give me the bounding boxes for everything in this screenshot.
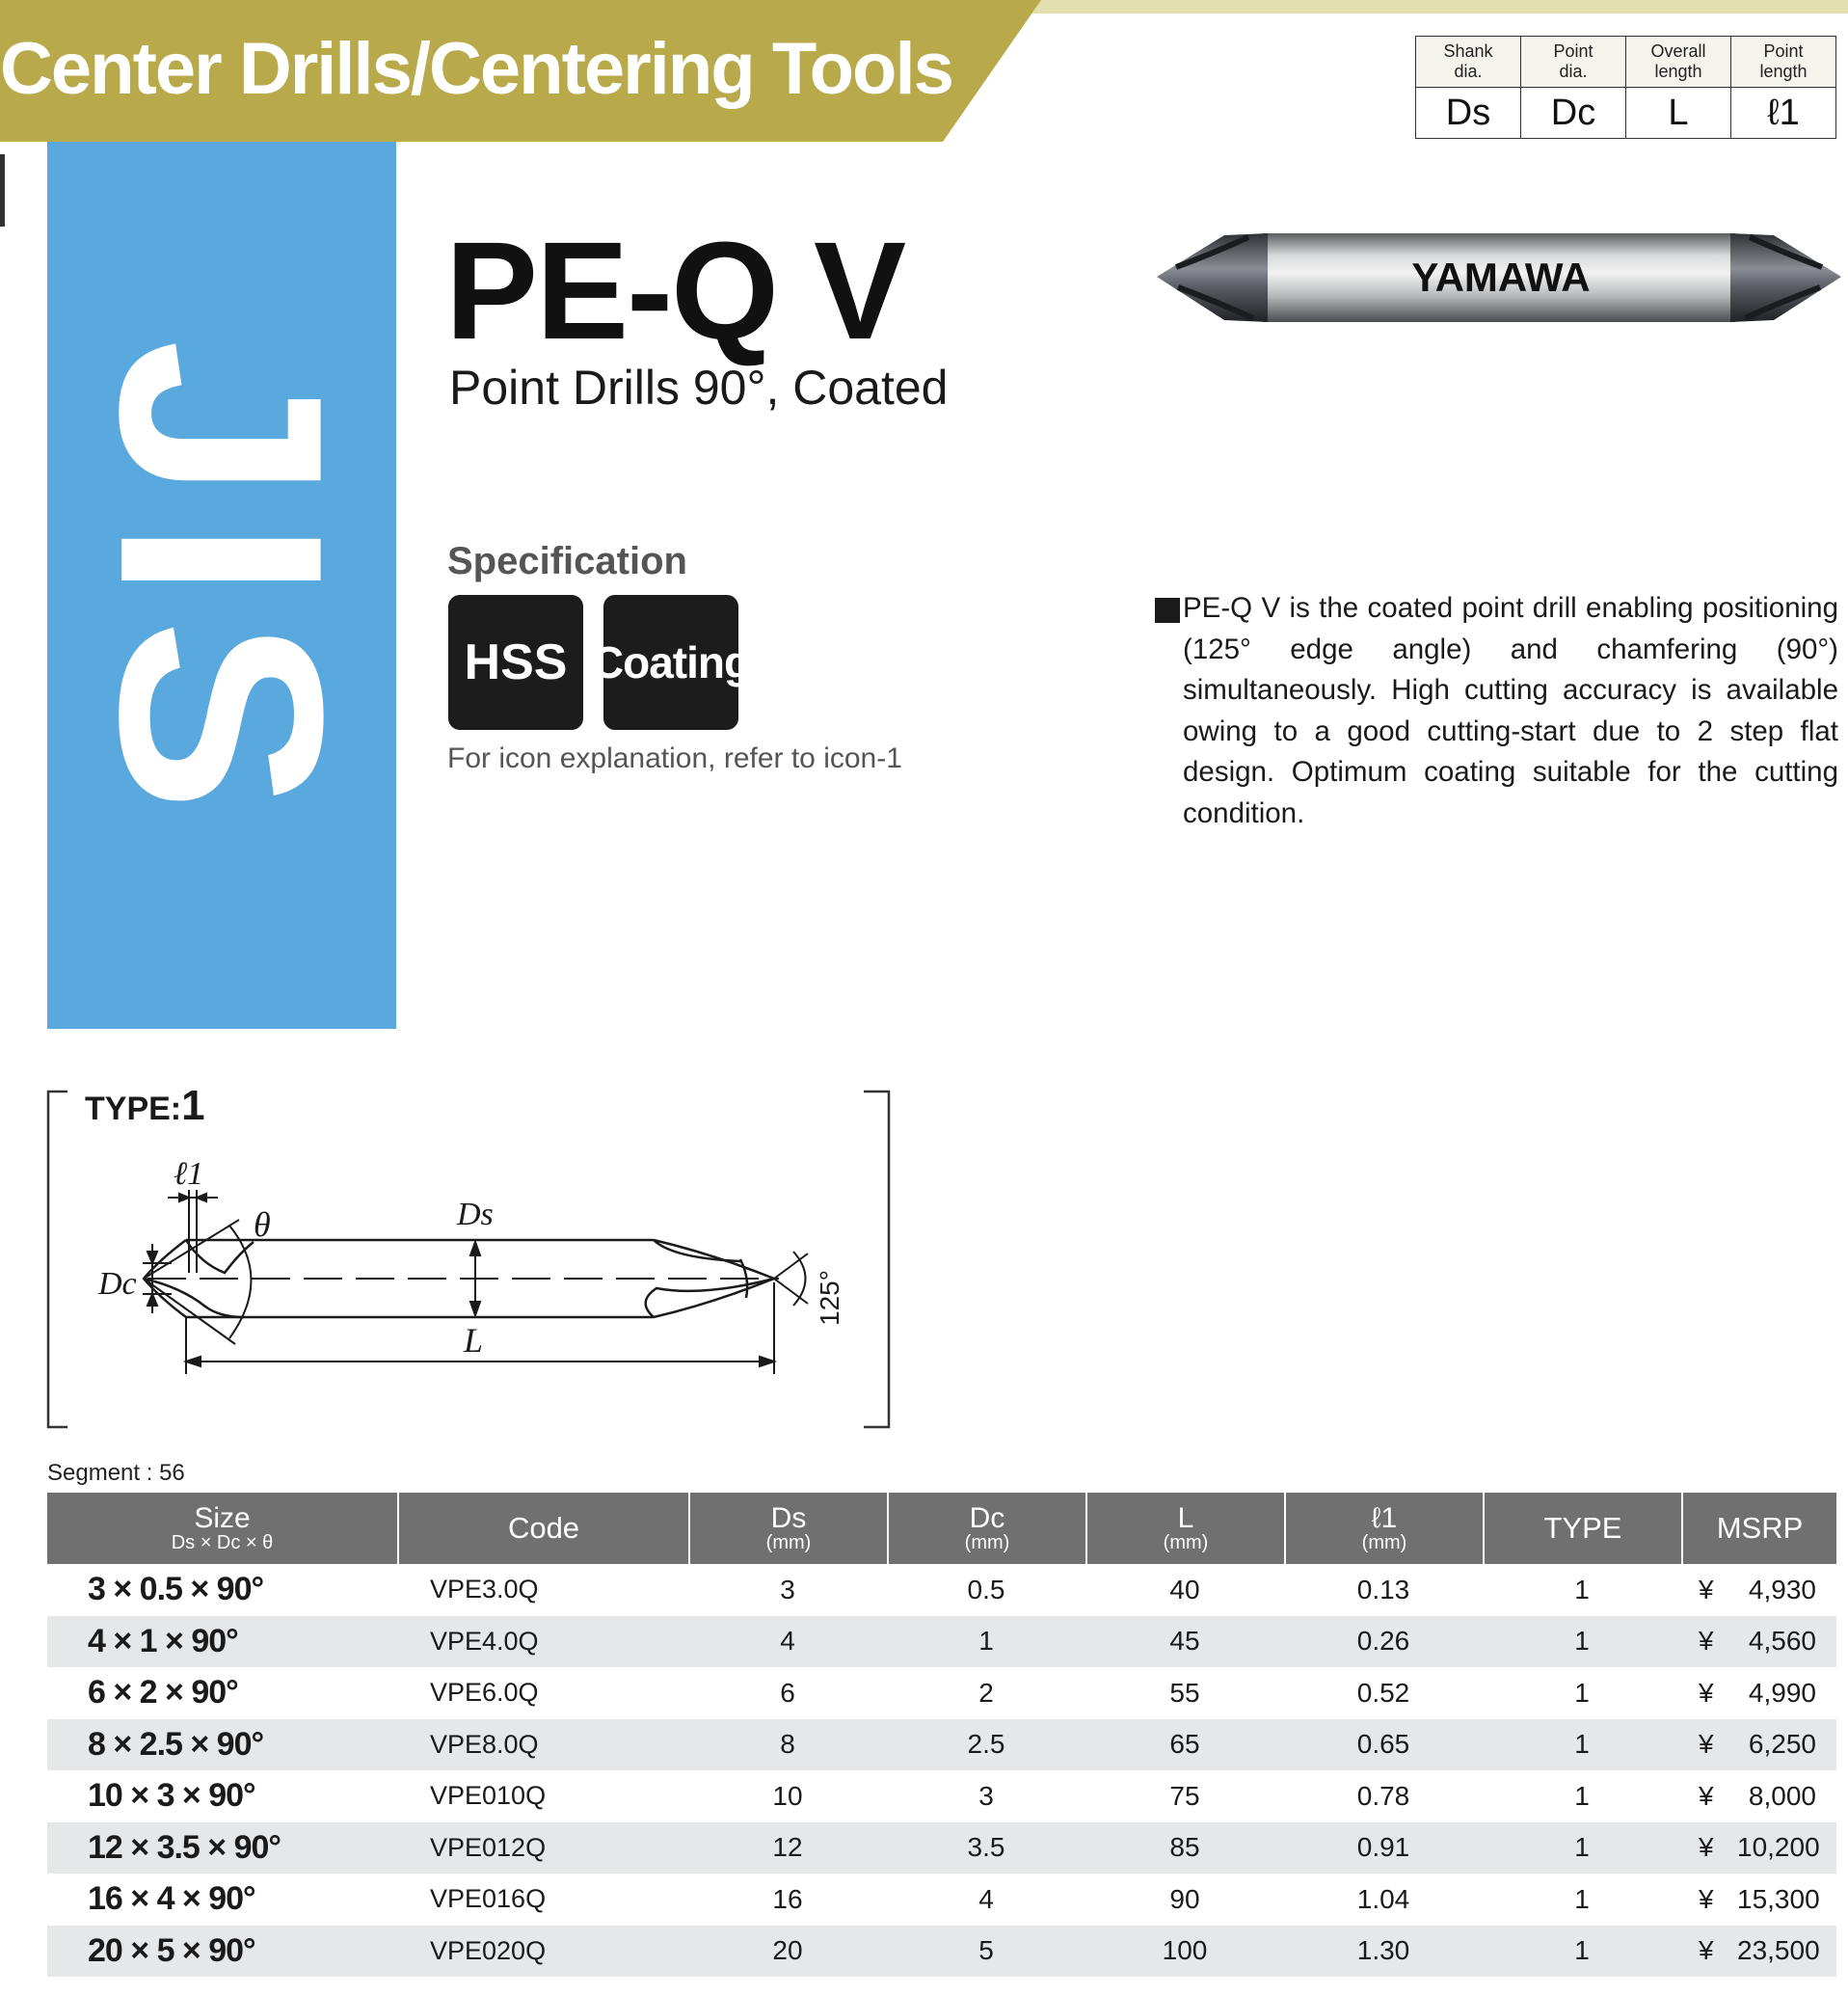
- tool-brand-text: YAMAWA: [1411, 255, 1591, 300]
- diagram-label-angle: 125°: [815, 1270, 844, 1326]
- icon-note: For icon explanation, refer to icon-1: [447, 742, 902, 774]
- segment-label: Segment : 56: [47, 1460, 185, 1486]
- cell-l: 65: [1085, 1719, 1284, 1771]
- table-row: [47, 1770, 1836, 1822]
- cell-size: 4 × 1 × 90°: [47, 1616, 397, 1668]
- page-title: Center Drills/Centering Tools: [0, 28, 952, 110]
- cell-l1: 0.26: [1284, 1616, 1483, 1668]
- cell-code: VPE8.0Q: [397, 1719, 688, 1771]
- cell-dc: 5: [887, 1926, 1085, 1978]
- cell-size: 16 × 4 × 90°: [88, 1880, 255, 1918]
- product-subtitle: Point Drills 90°, Coated: [449, 361, 949, 415]
- cell-type: 1: [1574, 1574, 1590, 1604]
- cell-type: 1: [1574, 1780, 1590, 1811]
- cell-code: VPE012Q: [397, 1822, 688, 1874]
- table-row: [47, 1874, 1836, 1926]
- cell-type: 1: [1483, 1926, 1681, 1978]
- edge-marker: [0, 154, 5, 227]
- cell-dc: 2: [978, 1677, 994, 1708]
- col-header-l: L (mm): [1085, 1493, 1284, 1564]
- dim-caption-l1: Point length: [1731, 37, 1836, 88]
- cell-code: VPE3.0Q: [430, 1575, 539, 1604]
- type-number: 1: [181, 1082, 205, 1129]
- table-row: [47, 1822, 1836, 1874]
- table-row: [47, 1616, 1836, 1668]
- tool-photo: [1157, 224, 1841, 330]
- cell-l1: 0.91: [1284, 1822, 1483, 1874]
- cell-code: VPE010Q: [430, 1781, 547, 1811]
- coating-icon: Coating: [603, 595, 738, 730]
- cell-type: 1: [1574, 1883, 1590, 1914]
- cell-l: 90: [1169, 1883, 1200, 1914]
- cell-msrp: ¥ 23,500: [1681, 1926, 1836, 1978]
- table-row: [47, 1926, 1836, 1978]
- cell-dc: 0.5: [967, 1574, 1005, 1604]
- table-header-row: [47, 1493, 1836, 1564]
- cell-l1: 1.04: [1356, 1883, 1410, 1914]
- bullet-square-icon: [1155, 598, 1180, 623]
- cell-msrp: ¥ 4,560: [1681, 1616, 1836, 1668]
- cell-ds: 10: [772, 1780, 803, 1811]
- product-description: PE-Q V is the coated point drill enabling positioning (125° edge angle) and chamfering (90°) simultaneously. High cutting accuracy is available owing to a good cutting-start due to 2 step flat design. Optimum coating suitable for the cutting condition.: [1183, 592, 1838, 829]
- jis-tab-label: JIS: [60, 338, 385, 832]
- diagram-label-dc: Dc: [98, 1266, 137, 1302]
- diagram-label-l1: ℓ1: [174, 1156, 204, 1192]
- cell-code: VPE016Q: [430, 1884, 547, 1914]
- cell-l: 100: [1085, 1926, 1284, 1978]
- cell-l: 85: [1085, 1822, 1284, 1874]
- cell-l: 45: [1085, 1616, 1284, 1668]
- dimension-key-table: [1415, 36, 1836, 139]
- diagram-label-ds: Ds: [457, 1197, 494, 1232]
- cell-l1: 0.65: [1284, 1719, 1483, 1771]
- product-table: [47, 1493, 1836, 1977]
- cell-l: 55: [1169, 1677, 1200, 1708]
- cell-size: 10 × 3 × 90°: [88, 1777, 255, 1815]
- col-header-size: Size Ds × Dc × θ: [47, 1493, 397, 1564]
- jis-tab-label-wrap: [47, 142, 396, 1029]
- cell-ds: 12: [688, 1822, 887, 1874]
- cell-msrp: ¥ 15,300: [1699, 1883, 1820, 1914]
- col-header-type: TYPE: [1483, 1493, 1681, 1564]
- table-row: [47, 1564, 1836, 1616]
- cell-msrp: ¥ 4,990: [1699, 1677, 1816, 1708]
- cell-msrp: ¥ 8,000: [1699, 1780, 1816, 1811]
- cell-l1: 1.30: [1284, 1926, 1483, 1978]
- specification-label: Specification: [447, 540, 687, 582]
- diagram-label-theta: θ: [254, 1205, 271, 1244]
- cell-size: 3 × 0.5 × 90°: [88, 1571, 264, 1608]
- cell-msrp: ¥ 10,200: [1681, 1822, 1836, 1874]
- table-row: [47, 1719, 1836, 1771]
- cell-type: 1: [1483, 1719, 1681, 1771]
- dim-symbol-l: L: [1626, 88, 1731, 139]
- type-label: TYPE:1: [85, 1082, 205, 1129]
- cell-size: 6 × 2 × 90°: [88, 1674, 238, 1712]
- cell-type: 1: [1483, 1616, 1681, 1668]
- col-header-code: Code: [397, 1493, 688, 1564]
- dim-symbol-dc: Dc: [1521, 88, 1626, 139]
- dim-symbol-ds: Ds: [1416, 88, 1521, 139]
- dim-caption-dc: Point dia.: [1521, 37, 1626, 88]
- hss-icon: HSS: [448, 595, 583, 730]
- cell-l: 75: [1169, 1780, 1200, 1811]
- cell-ds: 8: [688, 1719, 887, 1771]
- cell-ds: 16: [772, 1883, 803, 1914]
- cell-ds: 6: [780, 1677, 795, 1708]
- type-diagram: [46, 1090, 891, 1429]
- cell-msrp: ¥ 4,930: [1699, 1574, 1816, 1604]
- cell-ds: 3: [780, 1574, 795, 1604]
- cell-size: 20 × 5 × 90°: [47, 1926, 397, 1978]
- cell-dc: 3: [978, 1780, 994, 1811]
- cell-dc: 1: [887, 1616, 1085, 1668]
- cell-ds: 20: [688, 1926, 887, 1978]
- cell-size: 8 × 2.5 × 90°: [47, 1719, 397, 1771]
- cell-ds: 4: [688, 1616, 887, 1668]
- cell-dc: 2.5: [887, 1719, 1085, 1771]
- cell-dc: 4: [978, 1883, 994, 1914]
- cell-msrp: ¥ 6,250: [1681, 1719, 1836, 1771]
- dim-symbol-l1: ℓ1: [1731, 88, 1836, 139]
- cell-code: VPE020Q: [397, 1926, 688, 1978]
- col-header-dc: Dc (mm): [887, 1493, 1085, 1564]
- diagram-label-l: L: [464, 1321, 484, 1360]
- cell-size: 12 × 3.5 × 90°: [47, 1822, 397, 1874]
- col-header-ds: Ds (mm): [688, 1493, 887, 1564]
- col-header-l1: ℓ1 (mm): [1284, 1493, 1483, 1564]
- cell-l1: 0.52: [1356, 1677, 1410, 1708]
- cell-type: 1: [1483, 1822, 1681, 1874]
- dim-caption-ds: Shank dia.: [1416, 37, 1521, 88]
- cell-l1: 0.78: [1356, 1780, 1410, 1811]
- cell-type: 1: [1574, 1677, 1590, 1708]
- cell-l: 40: [1169, 1574, 1200, 1604]
- col-header-msrp: MSRP: [1681, 1493, 1836, 1564]
- cell-dc: 3.5: [887, 1822, 1085, 1874]
- cell-code: VPE4.0Q: [397, 1616, 688, 1668]
- table-row: [47, 1667, 1836, 1719]
- product-name: PE-Q V: [445, 213, 905, 368]
- dim-caption-l: Overall length: [1626, 37, 1731, 88]
- cell-code: VPE6.0Q: [430, 1678, 539, 1708]
- cell-l1: 0.13: [1356, 1574, 1410, 1604]
